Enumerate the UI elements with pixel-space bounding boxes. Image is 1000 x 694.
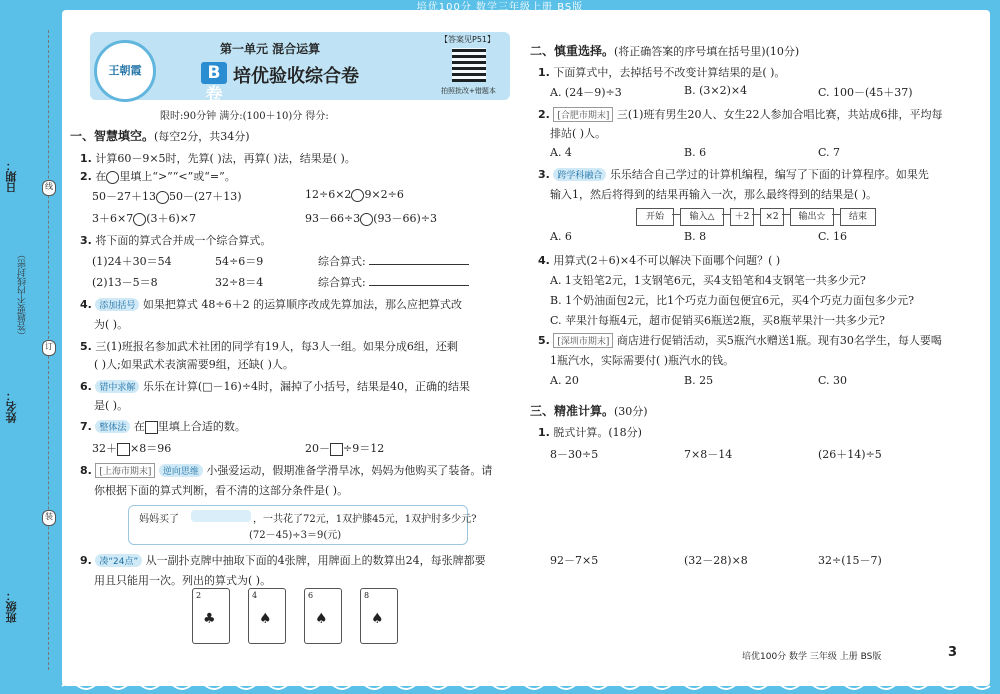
flow-multiply: ×2: [760, 208, 784, 226]
choice-5: 5. [深圳市期末] 商店进行促销活动，买5瓶汽水赠送1瓶。现有30名学生，每人要喝: [538, 334, 942, 347]
q5-line2: ( )人;如果武术表演需要9组，还缺( )人。: [94, 358, 294, 371]
choice-4: 4. 用算式(2＋6)×4不可以解决下面哪个问题？( ): [538, 254, 781, 267]
arrow-icon: [672, 214, 680, 215]
q2-expr: 3＋6×7 (3＋6)×7: [92, 212, 197, 225]
question-5: 5. 三(1)班报名参加武术社团的同学有19人，每3人一组。如果分成6组，还剩: [80, 340, 458, 353]
flow-add: ＋2: [730, 208, 754, 226]
flow-start: 开始: [636, 208, 674, 226]
square-icon: [145, 421, 158, 434]
option-c[interactable]: C. 7: [818, 146, 841, 159]
answer-reference: 【答案见P51】: [440, 35, 496, 44]
q2-expr: 50－27＋13 50－(27＋13): [92, 190, 242, 203]
calc-expr: 32÷(15－7): [818, 554, 882, 567]
calc-expr: 7×8－14: [684, 448, 733, 461]
q8-note-formula: (72－45)÷3＝9(元): [249, 530, 342, 541]
section-2-title: 二、慎重选择。(将正确答案的序号填在括号里)(10分): [530, 44, 800, 58]
page-number: 3: [948, 645, 958, 660]
q3-expr: 32÷8＝4: [215, 276, 264, 289]
c5-line2: 1瓶汽水，实际需要付( )瓶汽水的钱。: [550, 354, 735, 367]
option-b[interactable]: B. 1个奶油面包2元，比1个巧克力面包便宜6元，买4个巧克力面包多少元?: [550, 294, 914, 307]
class-label: 班级：: [5, 590, 18, 623]
playing-card: 8 ♠: [360, 588, 398, 644]
q3-combined: 综合算式:: [318, 253, 469, 269]
choice-3: 3. 跨学科融合 乐乐结合自己学过的计算机编程，编写了下面的计算程序。如果先: [538, 168, 929, 181]
circle-icon: [106, 171, 119, 184]
question-7: 7. 整体法 在 里填上合适的数。: [80, 420, 246, 433]
paper-tag: B卷: [201, 62, 227, 84]
q8-note-end: ，一共花了72元，1双护膝45元，1双护肘多少元?: [253, 514, 477, 525]
flow-end: 结束: [840, 208, 876, 226]
binding-mark: 线: [42, 180, 56, 196]
question-4: 4. 添加括号 如果把算式 48÷6＋2 的运算顺序改成先算加法，那么应把算式改: [80, 298, 463, 311]
time-limit: 限时:90分钟 满分:(100＋10)分 得分:: [160, 111, 329, 122]
option-a[interactable]: A. 20: [550, 374, 579, 387]
spade-icon: ♠: [315, 611, 328, 627]
answer-box[interactable]: [330, 443, 343, 456]
answer-circle[interactable]: [351, 189, 364, 202]
arrow-icon: [752, 214, 760, 215]
q7-expr: 20－ ÷9＝12: [305, 442, 385, 455]
choice-2: 2. [合肥市期末] 三(1)班有男生20人、女生22人参加合唱比赛，共站成6排，平均每: [538, 108, 943, 121]
calc-expr: 92－7×5: [550, 554, 599, 567]
q6-line2: 是( )。: [94, 399, 129, 412]
q8-line2: 你根据下面的算式判断，看不清的这部分条件是( )。: [94, 484, 349, 497]
arrow-icon: [782, 214, 790, 215]
option-a[interactable]: A. 4: [550, 146, 572, 159]
binding-mark: 装: [42, 510, 56, 526]
calc-question: 1. 脱式计算。(18分): [538, 426, 642, 439]
flow-output: 输出☆: [790, 208, 834, 226]
option-c[interactable]: C. 16: [818, 230, 848, 243]
option-b[interactable]: B. 8: [684, 230, 707, 243]
date-label: 日期：: [5, 160, 18, 193]
section-1-title: 一、智慧填空。(每空2分，共34分): [70, 129, 250, 143]
section-3-title: 三、精准计算。(30分): [530, 404, 648, 418]
q3-combined: 综合算式:: [318, 274, 469, 290]
footer-text: 培优100分 数学 三年级 上册 BS版: [742, 652, 882, 662]
q8-note-box: [128, 505, 477, 545]
question-8: 8. [上海市期末] 逆向思维 小强爱运动，假期准备学滑旱冰，妈妈为他购买了装备。请: [80, 464, 493, 477]
option-b[interactable]: B. 6: [684, 146, 707, 159]
binding-mark: 订: [42, 340, 56, 356]
spade-icon: ♣: [203, 611, 216, 627]
q2-expr: 93－66÷3 (93－66)÷3: [305, 212, 438, 225]
name-label: 姓名：: [5, 390, 18, 423]
answer-circle[interactable]: [156, 191, 169, 204]
answer-circle[interactable]: [133, 213, 146, 226]
playing-card: 2 ♣: [192, 588, 230, 644]
playing-card: 6 ♠: [304, 588, 342, 644]
question-6: 6. 错中求解 乐乐在计算(□－16)÷4时，漏掉了小括号，结果是40，正确的结果: [80, 380, 471, 393]
unit-title: 第一单元 混合运算: [220, 42, 321, 56]
top-banner: 培优100分 数学三年级上册 BS版: [416, 2, 584, 13]
calc-expr: (26＋14)÷5: [818, 448, 882, 461]
binding-note: （答题要不内线封密）: [18, 250, 28, 340]
c3-line2: 输入1，然后将得到的结果再输入一次，那么最终得到的结果是( )。: [550, 188, 878, 201]
option-b[interactable]: B. (3×2)×4: [684, 84, 748, 97]
answer-box[interactable]: [117, 443, 130, 456]
option-a[interactable]: A. 6: [550, 230, 572, 243]
spade-icon: ♠: [259, 611, 272, 627]
q9-line2: 用且只能用一次。列出的算式为( )。: [94, 574, 272, 587]
q2-expr: 12÷6×2 9×2÷6: [305, 188, 404, 201]
q7-expr: 32＋ ×8＝96: [92, 442, 172, 455]
calc-expr: (32－28)×8: [684, 554, 748, 567]
option-a[interactable]: A. 1支铅笔2元，1支钢笔6元，买4支铅笔和4支钢笔一共多少元?: [550, 274, 866, 287]
spade-icon: ♠: [371, 611, 384, 627]
q3-expr: (1)24＋30＝54: [92, 255, 172, 268]
qr-code-icon: [452, 48, 486, 82]
blurred-region: [191, 510, 251, 522]
flow-input: 输入△: [680, 208, 724, 226]
playing-card: 4 ♠: [248, 588, 286, 644]
question-3: 3. 将下面的算式合并成一个综合算式。: [80, 234, 272, 247]
choice-1: 1. 下面算式中，去掉括号不改变计算结果的是( )。: [538, 66, 786, 79]
arrow-icon: [722, 214, 730, 215]
option-c[interactable]: C. 苹果汁每瓶4元，超市促销买6瓶送2瓶，买8瓶苹果汁一共多少元?: [550, 314, 885, 327]
question-2: 2. 在 里填上“>”“<”或“=”。: [80, 170, 236, 183]
q4-line2: 为( )。: [94, 318, 129, 331]
q3-expr: (2)13－5＝8: [92, 276, 158, 289]
question-1: 1. 计算60－9×5时，先算( )法，再算( )法，结果是( )。: [80, 152, 356, 165]
brand-logo: 王朝霞: [94, 40, 156, 102]
question-9: 9. 凑“24点” 从一副扑克牌中抽取下面的4张牌，用牌面上的数算出24，每张牌都要: [80, 554, 486, 567]
answer-circle[interactable]: [360, 213, 373, 226]
calc-expr: 8－30÷5: [550, 448, 599, 461]
option-b[interactable]: B. 25: [684, 374, 714, 387]
binding-margin: [0, 30, 60, 670]
option-a[interactable]: A. (24－9)÷3: [550, 86, 622, 99]
arrow-icon: [832, 214, 840, 215]
q3-expr: 54÷6＝9: [215, 255, 264, 268]
q8-note-start: 妈妈买了: [139, 514, 179, 525]
page-title: 培优验收综合卷: [233, 66, 359, 87]
option-c[interactable]: C. 100－(45＋37): [818, 86, 913, 99]
option-c[interactable]: C. 30: [818, 374, 848, 387]
c2-line2: 排站( )人。: [550, 127, 607, 140]
qr-caption: 拍照批改+错题本: [441, 87, 496, 95]
